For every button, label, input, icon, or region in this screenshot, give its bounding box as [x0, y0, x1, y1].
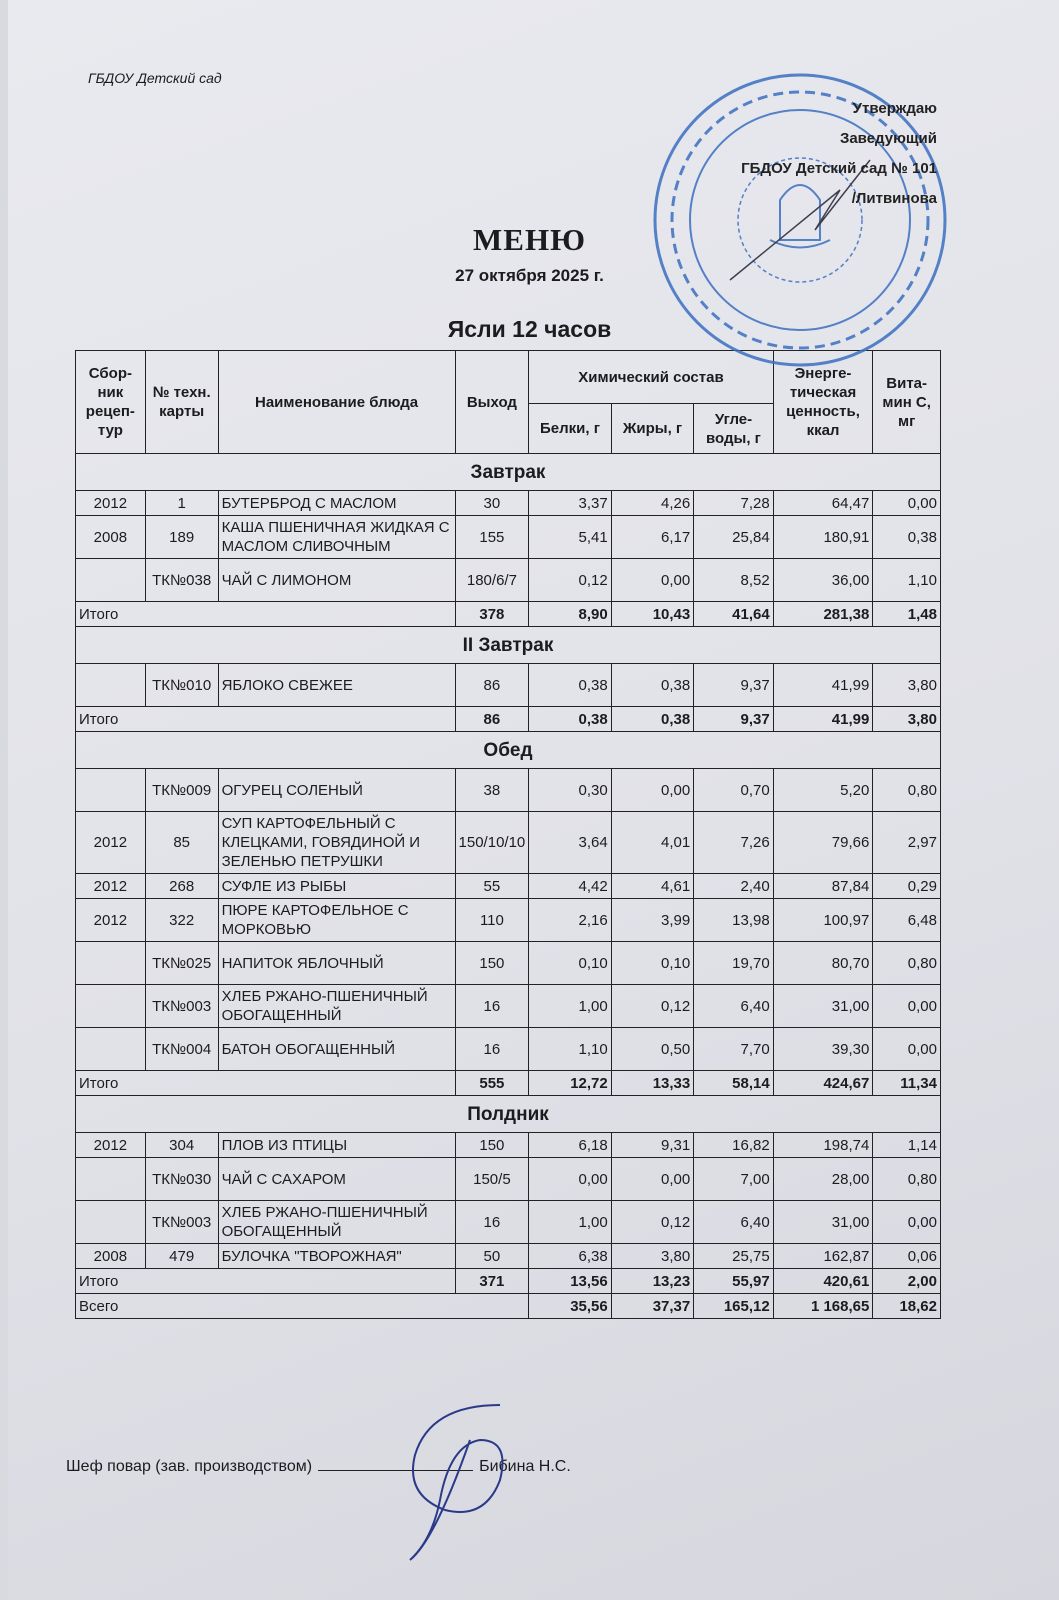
cell-protein: 1,00 [529, 1201, 611, 1244]
cell-vitamin: 0,00 [873, 985, 941, 1028]
cell-fat: 0,12 [611, 985, 693, 1028]
cell-card: 189 [145, 516, 218, 559]
cell-yield: 110 [455, 899, 529, 942]
table-row [76, 1201, 941, 1244]
cell-collection [76, 942, 146, 985]
cell-fat: 0,50 [611, 1028, 693, 1071]
cell-fat: 0,00 [611, 559, 693, 602]
cell-name: БУЛОЧКА "ТВОРОЖНАЯ" [218, 1244, 455, 1269]
cell-card: 322 [145, 899, 218, 942]
total-label: Итого [76, 602, 456, 627]
header-protein: Белки, г [529, 404, 611, 454]
header-vitamin: Вита-мин С, мг [873, 351, 941, 454]
cell-name: ХЛЕБ РЖАНО-ПШЕНИЧНЫЙ ОБОГАЩЕННЫЙ [218, 1201, 455, 1244]
cell-energy: 79,66 [773, 812, 873, 874]
section-title: Завтрак [76, 454, 941, 491]
table-row [76, 769, 941, 812]
cell-vitamin: 0,80 [873, 1158, 941, 1201]
cell-protein: 0,38 [529, 664, 611, 707]
approval-title: Утверждаю [852, 100, 937, 117]
cell-vitamin: 0,00 [873, 491, 941, 516]
total-label: Итого [76, 1269, 456, 1294]
cell-vitamin: 0,00 [873, 1201, 941, 1244]
cell-name: ПЮРЕ КАРТОФЕЛЬНОЕ С МОРКОВЬЮ [218, 899, 455, 942]
group-name: Ясли 12 часов [447, 316, 612, 342]
table-row [76, 559, 941, 602]
cell-vitamin: 0,29 [873, 874, 941, 899]
table-row [76, 942, 941, 985]
section-row [76, 627, 941, 664]
cell-energy: 1 168,65 [773, 1294, 873, 1319]
section-title: Полдник [76, 1096, 941, 1133]
cell-energy: 36,00 [773, 559, 873, 602]
table-row [76, 491, 941, 516]
total-label: Итого [76, 707, 456, 732]
cell-energy: 64,47 [773, 491, 873, 516]
cell-carbs: 7,00 [694, 1158, 773, 1201]
cell-fat: 4,26 [611, 491, 693, 516]
header-energy: Энерге-тическая ценность, ккал [773, 351, 873, 454]
cell-card: ТК№003 [145, 1201, 218, 1244]
cell-collection: 2012 [76, 874, 146, 899]
cell-vitamin: 2,97 [873, 812, 941, 874]
section-row [76, 454, 941, 491]
cell-protein: 3,37 [529, 491, 611, 516]
cell-energy: 162,87 [773, 1244, 873, 1269]
cell-energy: 100,97 [773, 899, 873, 942]
header-fat: Жиры, г [611, 404, 693, 454]
cell-fat: 0,38 [611, 664, 693, 707]
cell-vitamin: 0,00 [873, 1028, 941, 1071]
cell-vitamin: 0,06 [873, 1244, 941, 1269]
cell-yield: 150 [455, 1133, 529, 1158]
cell-card: ТК№003 [145, 985, 218, 1028]
cell-fat: 10,43 [611, 602, 693, 627]
cell-name: ПЛОВ ИЗ ПТИЦЫ [218, 1133, 455, 1158]
cell-vitamin: 3,80 [873, 707, 941, 732]
cell-collection: 2008 [76, 1244, 146, 1269]
cell-fat: 4,61 [611, 874, 693, 899]
cell-carbs: 41,64 [694, 602, 773, 627]
table-row [76, 516, 941, 559]
page-title: МЕНЮ [473, 222, 586, 257]
cell-protein: 5,41 [529, 516, 611, 559]
cell-vitamin: 6,48 [873, 899, 941, 942]
cell-collection: 2012 [76, 899, 146, 942]
cell-carbs: 2,40 [694, 874, 773, 899]
grand-total-label: Всего [76, 1294, 529, 1319]
table-row [76, 664, 941, 707]
cell-card: ТК№025 [145, 942, 218, 985]
header-carbs: Угле-воды, г [694, 404, 773, 454]
cell-protein: 2,16 [529, 899, 611, 942]
cell-carbs: 25,84 [694, 516, 773, 559]
cell-energy: 28,00 [773, 1158, 873, 1201]
cell-fat: 4,01 [611, 812, 693, 874]
cell-card: ТК№010 [145, 664, 218, 707]
cell-carbs: 165,12 [694, 1294, 773, 1319]
cell-name: СУФЛЕ ИЗ РЫБЫ [218, 874, 455, 899]
cell-fat: 0,38 [611, 707, 693, 732]
cell-yield: 86 [455, 664, 529, 707]
cell-card: 479 [145, 1244, 218, 1269]
cell-name: ЧАЙ С ЛИМОНОМ [218, 559, 455, 602]
cell-name: ХЛЕБ РЖАНО-ПШЕНИЧНЫЙ ОБОГАЩЕННЫЙ [218, 985, 455, 1028]
cell-collection: 2012 [76, 812, 146, 874]
cell-protein: 35,56 [529, 1294, 611, 1319]
cell-protein: 6,18 [529, 1133, 611, 1158]
cell-protein: 0,00 [529, 1158, 611, 1201]
cell-yield: 38 [455, 769, 529, 812]
cell-vitamin: 1,14 [873, 1133, 941, 1158]
cell-card: ТК№038 [145, 559, 218, 602]
total-row [76, 707, 941, 732]
cell-card: ТК№004 [145, 1028, 218, 1071]
cell-vitamin: 0,80 [873, 769, 941, 812]
cell-yield: 378 [455, 602, 529, 627]
header-yield: Выход [455, 351, 529, 454]
cell-energy: 87,84 [773, 874, 873, 899]
cell-energy: 180,91 [773, 516, 873, 559]
cell-vitamin: 3,80 [873, 664, 941, 707]
cell-yield: 55 [455, 874, 529, 899]
cell-collection: 2012 [76, 1133, 146, 1158]
header-chem: Химический состав [529, 351, 773, 404]
table-row [76, 1133, 941, 1158]
cell-name: НАПИТОК ЯБЛОЧНЫЙ [218, 942, 455, 985]
cell-protein: 0,10 [529, 942, 611, 985]
cell-collection [76, 1028, 146, 1071]
header-collection: Сбор-ник рецеп-тур [76, 351, 146, 454]
cell-collection [76, 559, 146, 602]
cell-fat: 9,31 [611, 1133, 693, 1158]
cell-card: ТК№009 [145, 769, 218, 812]
cell-yield: 50 [455, 1244, 529, 1269]
cell-carbs: 9,37 [694, 664, 773, 707]
cell-yield: 371 [455, 1269, 529, 1294]
cell-collection [76, 1158, 146, 1201]
cell-collection: 2012 [76, 491, 146, 516]
cell-collection [76, 769, 146, 812]
cell-protein: 13,56 [529, 1269, 611, 1294]
cell-energy: 31,00 [773, 985, 873, 1028]
cell-yield: 150 [455, 942, 529, 985]
menu-table [75, 350, 941, 1319]
cell-energy: 39,30 [773, 1028, 873, 1071]
cell-name: БУТЕРБРОД С МАСЛОМ [218, 491, 455, 516]
cell-energy: 424,67 [773, 1071, 873, 1096]
section-title: Обед [76, 732, 941, 769]
approval-block [741, 94, 937, 214]
cell-protein: 0,12 [529, 559, 611, 602]
cell-collection [76, 1201, 146, 1244]
cell-vitamin: 18,62 [873, 1294, 941, 1319]
header-card: № техн. карты [145, 351, 218, 454]
cell-yield: 150/10/10 [455, 812, 529, 874]
cell-energy: 420,61 [773, 1269, 873, 1294]
cell-name: ЧАЙ С САХАРОМ [218, 1158, 455, 1201]
cell-card: ТК№030 [145, 1158, 218, 1201]
cell-carbs: 7,26 [694, 812, 773, 874]
cell-name: ОГУРЕЦ СОЛЕНЫЙ [218, 769, 455, 812]
total-label: Итого [76, 1071, 456, 1096]
cell-vitamin: 0,38 [873, 516, 941, 559]
cell-fat: 37,37 [611, 1294, 693, 1319]
organization-name: ГБДОУ Детский сад [88, 70, 222, 86]
cell-carbs: 19,70 [694, 942, 773, 985]
cell-vitamin: 0,80 [873, 942, 941, 985]
cell-energy: 41,99 [773, 707, 873, 732]
cell-yield: 16 [455, 1028, 529, 1071]
cell-protein: 0,38 [529, 707, 611, 732]
table-row [76, 985, 941, 1028]
cell-name: КАША ПШЕНИЧНАЯ ЖИДКАЯ С МАСЛОМ СЛИВОЧНЫМ [218, 516, 455, 559]
cell-energy: 80,70 [773, 942, 873, 985]
cell-card: 85 [145, 812, 218, 874]
cell-carbs: 25,75 [694, 1244, 773, 1269]
chef-name: Бибина Н.С. [479, 1458, 571, 1475]
cell-carbs: 6,40 [694, 985, 773, 1028]
section-title: II Завтрак [76, 627, 941, 664]
table-row [76, 1028, 941, 1071]
cell-protein: 3,64 [529, 812, 611, 874]
cell-yield: 150/5 [455, 1158, 529, 1201]
cell-fat: 0,00 [611, 769, 693, 812]
header-name: Наименование блюда [218, 351, 455, 454]
cell-collection: 2008 [76, 516, 146, 559]
approval-signer: /Литвинова [851, 190, 937, 207]
cell-energy: 31,00 [773, 1201, 873, 1244]
table-row [76, 899, 941, 942]
table-row [76, 812, 941, 874]
cell-collection [76, 664, 146, 707]
cell-card: 268 [145, 874, 218, 899]
chef-role: Шеф повар (зав. производством) [66, 1458, 313, 1475]
cell-carbs: 0,70 [694, 769, 773, 812]
cell-name: БАТОН ОБОГАЩЕННЫЙ [218, 1028, 455, 1071]
cell-card: 1 [145, 491, 218, 516]
cell-carbs: 8,52 [694, 559, 773, 602]
table-row [76, 874, 941, 899]
cell-carbs: 7,70 [694, 1028, 773, 1071]
cell-carbs: 16,82 [694, 1133, 773, 1158]
cell-yield: 180/6/7 [455, 559, 529, 602]
cell-carbs: 13,98 [694, 899, 773, 942]
menu-body [76, 454, 941, 1319]
cell-yield: 555 [455, 1071, 529, 1096]
cell-carbs: 9,37 [694, 707, 773, 732]
handwritten-signature [380, 1395, 560, 1575]
cell-yield: 155 [455, 516, 529, 559]
cell-protein: 1,00 [529, 985, 611, 1028]
cell-fat: 3,99 [611, 899, 693, 942]
cell-name: СУП КАРТОФЕЛЬНЫЙ С КЛЕЦКАМИ, ГОВЯДИНОЙ И ЗЕЛЕНЬЮ ПЕТРУШКИ [218, 812, 455, 874]
table-row [76, 1158, 941, 1201]
cell-card: 304 [145, 1133, 218, 1158]
table-row [76, 1244, 941, 1269]
cell-fat: 0,10 [611, 942, 693, 985]
cell-yield: 30 [455, 491, 529, 516]
cell-carbs: 58,14 [694, 1071, 773, 1096]
cell-name: ЯБЛОКО СВЕЖЕЕ [218, 664, 455, 707]
cell-fat: 0,00 [611, 1158, 693, 1201]
cell-yield: 16 [455, 1201, 529, 1244]
cell-protein: 4,42 [529, 874, 611, 899]
total-row [76, 1269, 941, 1294]
cell-fat: 13,33 [611, 1071, 693, 1096]
cell-fat: 0,12 [611, 1201, 693, 1244]
cell-energy: 281,38 [773, 602, 873, 627]
cell-energy: 5,20 [773, 769, 873, 812]
cell-carbs: 6,40 [694, 1201, 773, 1244]
cell-vitamin: 1,48 [873, 602, 941, 627]
cell-protein: 6,38 [529, 1244, 611, 1269]
cell-vitamin: 2,00 [873, 1269, 941, 1294]
cell-carbs: 55,97 [694, 1269, 773, 1294]
cell-yield: 86 [455, 707, 529, 732]
cell-collection [76, 985, 146, 1028]
cell-protein: 12,72 [529, 1071, 611, 1096]
total-row [76, 602, 941, 627]
grand-total-row [76, 1294, 941, 1319]
section-row [76, 732, 941, 769]
cell-energy: 198,74 [773, 1133, 873, 1158]
cell-protein: 8,90 [529, 602, 611, 627]
menu-date: 27 октября 2025 г. [455, 266, 604, 285]
approval-position: Заведующий [839, 130, 937, 147]
section-row [76, 1096, 941, 1133]
cell-vitamin: 11,34 [873, 1071, 941, 1096]
cell-carbs: 7,28 [694, 491, 773, 516]
cell-fat: 13,23 [611, 1269, 693, 1294]
cell-fat: 6,17 [611, 516, 693, 559]
total-row [76, 1071, 941, 1096]
cell-fat: 3,80 [611, 1244, 693, 1269]
approval-organization: ГБДОУ Детский сад № 101 [741, 160, 937, 177]
cell-vitamin: 1,10 [873, 559, 941, 602]
cell-energy: 41,99 [773, 664, 873, 707]
cell-protein: 1,10 [529, 1028, 611, 1071]
cell-protein: 0,30 [529, 769, 611, 812]
cell-yield: 16 [455, 985, 529, 1028]
